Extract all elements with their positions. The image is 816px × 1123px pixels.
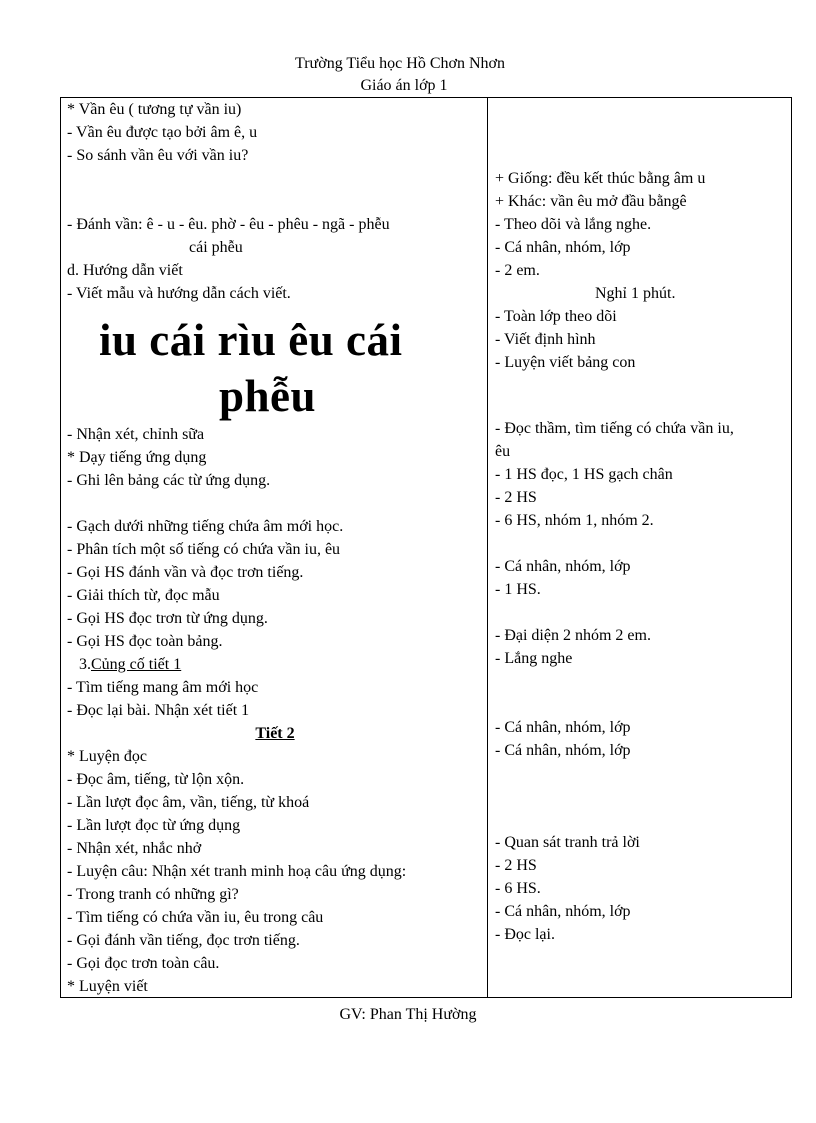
text-line: d. Hướng dẫn viết	[67, 262, 183, 279]
text-line: - Gọi đánh vần tiếng, đọc trơn tiếng.	[67, 932, 300, 949]
text-line: - 1 HS đọc, 1 HS gạch chân	[495, 466, 673, 483]
writing-sample-line-1: iu cái rìu êu cái	[99, 315, 403, 365]
text-line: - Phân tích một số tiếng có chứa vần iu, êu	[67, 541, 341, 558]
lesson-table	[60, 97, 792, 998]
text-line: - Cá nhân, nhóm, lớp	[495, 742, 631, 759]
text-line: - Trong tranh có những gì?	[67, 886, 239, 903]
teacher-name: GV: Phan Thị Hường	[339, 1006, 477, 1023]
writing-sample-line-2: phễu	[219, 371, 317, 421]
text-line: - Đánh vần: ê - u - êu. phờ - êu - phêu - ngã - phễu	[67, 216, 390, 233]
text-line: - Đọc thầm, tìm tiếng có chứa vần iu,	[495, 420, 734, 437]
text-line: - Viết định hình	[495, 331, 596, 348]
text-line: - Đọc lại.	[495, 926, 555, 943]
text-line: - Lần lượt đọc từ ứng dụng	[67, 817, 241, 834]
text-line: - Luyện viết bảng con	[495, 354, 636, 371]
section-heading	[67, 653, 483, 676]
section-title: Củng cố tiết 1	[91, 656, 182, 673]
text-line: - Gạch dưới những tiếng chứa âm mới học.	[67, 518, 344, 535]
text-line: - Cá nhân, nhóm, lớp	[495, 903, 631, 920]
text-line: - Giải thích từ, đọc mẫu	[67, 587, 220, 604]
text-line: - So sánh vần êu với vần iu?	[67, 147, 249, 164]
text-line: - Lắng nghe	[495, 650, 573, 667]
text-line: - Nhận xét, nhắc nhở	[67, 840, 202, 857]
text-line: êu	[495, 443, 511, 460]
text-line: - Nhận xét, chỉnh sữa	[67, 426, 205, 443]
text-line: - Gọi HS đọc trơn từ ứng dụng.	[67, 610, 268, 627]
period-heading: Tiết 2	[255, 725, 295, 742]
text-line: - Cá nhân, nhóm, lớp	[495, 719, 631, 736]
text-line: - Lần lượt đọc âm, vần, tiếng, từ khoá	[67, 794, 310, 811]
text-line: * Luyện đọc	[67, 748, 147, 765]
document-subtitle: Giáo án lớp 1	[360, 77, 448, 94]
text-line: - Gọi HS đọc toàn bảng.	[67, 633, 223, 650]
text-line: + Giống: đều kết thúc bằng âm u	[495, 170, 706, 187]
text-line: - Tìm tiếng có chứa vần iu, êu trong câu	[67, 909, 324, 926]
text-line: - 2 HS	[495, 489, 537, 506]
text-line: - Đọc lại bài. Nhận xét tiết 1	[67, 702, 250, 719]
column-divider	[487, 98, 488, 997]
text-line: + Khác: vần êu mở đầu bằngê	[495, 193, 687, 210]
text-line: - Luyện câu: Nhận xét tranh minh hoạ câu ứng dụng:	[67, 863, 407, 880]
text-line: - Gọi HS đánh vần và đọc trơn tiếng.	[67, 564, 304, 581]
student-activities-column	[495, 98, 789, 946]
text-line: - Tìm tiếng mang âm mới học	[67, 679, 259, 696]
text-line: - Đọc âm, tiếng, từ lộn xộn.	[67, 771, 245, 788]
text-line: - Viết mẫu và hướng dẫn cách viết.	[67, 285, 291, 302]
text-line: - Gọi đọc trơn toàn câu.	[67, 955, 220, 972]
text-line: - 6 HS, nhóm 1, nhóm 2.	[495, 512, 654, 529]
school-name: Trường Tiểu học Hồ Chơn Nhơn	[295, 55, 505, 72]
text-line: * Luyện viết	[67, 978, 148, 995]
text-line: Nghỉ 1 phút.	[595, 285, 676, 302]
text-line: - 2 em.	[495, 262, 540, 279]
text-line: * Dạy tiếng ứng dụng	[67, 449, 207, 466]
text-line: - Quan sát tranh trả lời	[495, 834, 640, 851]
text-line: - Vần êu được tạo bởi âm ê, u	[67, 124, 258, 141]
text-line: - 6 HS.	[495, 880, 541, 897]
text-line: - Đại diện 2 nhóm 2 em.	[495, 627, 651, 644]
text-line: - Cá nhân, nhóm, lớp	[495, 239, 631, 256]
text-line: - Ghi lên bảng các từ ứng dụng.	[67, 472, 271, 489]
text-line: * Vần êu ( tương tự vần iu)	[67, 101, 242, 118]
text-line: - Cá nhân, nhóm, lớp	[495, 558, 631, 575]
text-line: - Theo dõi và lắng nghe.	[495, 216, 652, 233]
text-line: - Toàn lớp theo dõi	[495, 308, 617, 325]
teacher-activities-column	[67, 98, 483, 998]
text-line: - 1 HS.	[495, 581, 541, 598]
section-number: 3.	[79, 656, 91, 673]
text-line: cái phễu	[189, 239, 243, 256]
text-line: - 2 HS	[495, 857, 537, 874]
